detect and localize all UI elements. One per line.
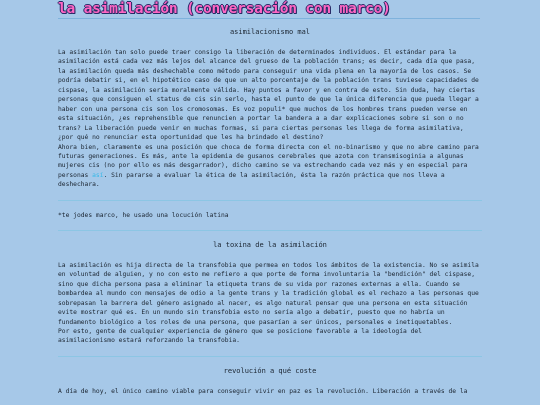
section-revolucion (58, 367, 482, 396)
section-heading: asimilacionismo mal (229, 28, 311, 36)
inline-link[interactable]: así (92, 171, 104, 179)
section-asimilacionismo-mal (58, 28, 482, 190)
section-paragraph: A día de hoy, el único camino viable para conseguir vivir en paz es la revolución. Liberación a través de la (58, 387, 468, 395)
section-divider (58, 230, 482, 231)
section-heading: la toxina de la asimilación (213, 240, 327, 249)
section-toxina (58, 241, 482, 346)
section-divider (58, 200, 482, 201)
section-paragraph (58, 48, 482, 190)
footnote: *te jodes marco, he usado una locución latina (58, 211, 229, 219)
paragraph-text: La asimilación tan solo puede traer consigo la liberación de determinados individuos. El estándar para la asimilación está cada vez más lejos del alcance del grueso de la población trans; es decir, cada día que pasa, la asimilación queda más deshechable como método para conseguir una vida plena en la mayoría de los casos. Se podría debatir si, en el hipotético caso de que un alto porcentaje de la población trans tuviese capacidades de cispase, la asimilación sería moralmente válida. Hay puntos a favor y en contra de esto. Sin duda, hay ciertas personas que consiguen el status de cis sin serlo, hasta el punto de que la única diferencia que pueda llegar a haber con una persona cis son los cromosomas. Es voz populi* que muchos de los hombres trans pueden verse en esta situación, ¿es reprehensible que renuncien a portar la bandera a a dar explicaciones sobre si son o no trans? La liberación puede venir en muchas formas, si para ciertas personas les llega de forma asimilativa, ¿por qué no renunciar esta oportunidad que les ha brindado el destino? Ahora bien, claramente es una posición que choca de forma directa con el no-binarismo y que no abre camino para futuras generaciones. Es más, ante la epidemia de gusanos cerebrales que azota con transmisoginia a algunas mujeres cis (no por ello es más desgarrador), dicho camino se va estrechando cada vez más y en especial para personas (58, 49, 479, 179)
page-title: la asimilación (conversación con marco) (58, 1, 391, 17)
paragraph-text: . Sin pararse a evaluar la ética de la asimilación, ésta la razón práctica que nos lleva a deshechara. (58, 171, 449, 189)
section-divider (58, 356, 482, 357)
section-paragraph: La asimilación es hija directa de la transfobia que permea en todos los ámbitos de la existencia. No se asimila en voluntad de alguien, y no con esto me refiero a que porte de forma involuntaria la "bendición" del cispase, sino que dicha persona pasa a eliminar la etiqueta trans de su vida por razones externas a ella. Cuando se bombardea al mundo con mensajes de odio a la gente trans y la tradición global es el rechazo a las personas que sobrepasan la barrera del género asignado al nacer, es algo natural pensar que una persona en esta situación evite mostrar qué es. En un mundo sin transfobia esto no sería algo a debatir, puesto que no habría un fundamento biológico a los roles de una persona, que pasarían a ser únicos, personales e inetiquetables. Por esto, gente de cualquier experiencia de género que se posicione favorable a la ideología del asimilacionismo estará reforzando la transfobia. (58, 261, 479, 345)
article (58, 28, 482, 396)
title-underline (58, 18, 480, 19)
section-heading: revolución a qué coste (223, 366, 317, 375)
